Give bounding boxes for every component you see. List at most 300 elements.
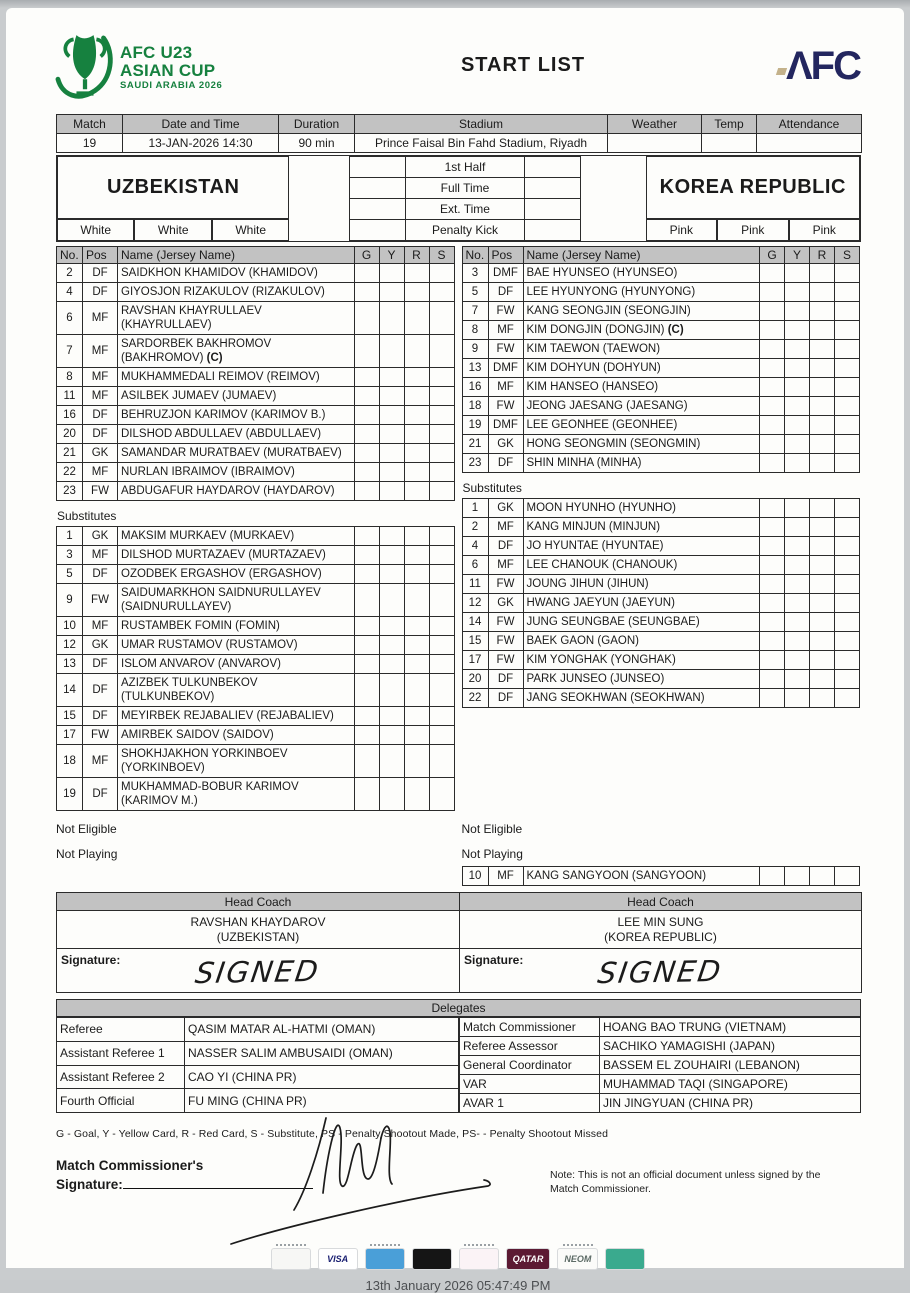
player-position: DMF: [488, 264, 523, 283]
substitute-cell: [429, 655, 454, 674]
red-card-cell: [810, 302, 835, 321]
red-card-cell: [404, 546, 429, 565]
match-temp: [702, 134, 757, 153]
red-card-cell: [810, 321, 835, 340]
yellow-card-cell: [379, 745, 404, 778]
player-position: DF: [488, 689, 523, 708]
player-name: KIM YONGHAK (YONGHAK): [523, 651, 760, 670]
player-row: [462, 283, 860, 302]
player-name: UMAR RUSTAMOV (RUSTAMOV): [118, 636, 355, 655]
player-row: [57, 778, 455, 811]
yellow-card-cell: [379, 636, 404, 655]
player-name: SAIDUMARKHON SAIDNURULLAYEV (SAIDNURULLAYEV): [118, 584, 355, 617]
substitute-cell: [429, 482, 454, 501]
substitute-cell: [835, 689, 860, 708]
print-timestamp: 13th January 2026 05:47:49 PM: [365, 1278, 551, 1293]
goal-cell: [760, 416, 785, 435]
player-number: 14: [462, 613, 488, 632]
home-coach-country: (UZBEKISTAN): [216, 929, 300, 944]
player-row: [462, 632, 860, 651]
away-signature-cell: [460, 949, 862, 993]
sponsor: [271, 1242, 311, 1270]
home-score-box: [350, 157, 406, 178]
substitute-cell: [835, 359, 860, 378]
home-coach-name: RAVSHAN KHAYDAROV: [190, 914, 326, 929]
player-row: [462, 378, 860, 397]
goal-cell: [760, 264, 785, 283]
head-coach-header: Head Coach: [57, 893, 460, 911]
delegate-row: [460, 1018, 861, 1037]
delegate-role: AVAR 1: [460, 1094, 600, 1113]
delegate-row: [460, 1037, 861, 1056]
delegate-role: Match Commissioner: [460, 1018, 600, 1037]
player-number: 1: [57, 527, 83, 546]
goal-cell: [760, 499, 785, 518]
score-period-label: Full Time: [406, 178, 524, 199]
red-card-cell: [810, 435, 835, 454]
player-number: 20: [57, 425, 83, 444]
red-card-cell: [810, 499, 835, 518]
player-position: MF: [83, 745, 118, 778]
player-row: [462, 556, 860, 575]
substitute-cell: [835, 397, 860, 416]
sponsor-logo: [365, 1248, 405, 1270]
player-position: DF: [83, 778, 118, 811]
player-row: [462, 670, 860, 689]
player-name: KIM TAEWON (TAEWON): [523, 340, 760, 359]
player-name: KIM DONGJIN (DONGJIN) (C): [523, 321, 760, 340]
delegate-name: HOANG BAO TRUNG (VIETNAM): [600, 1018, 861, 1037]
away-coach-country: (KOREA REPUBLIC): [604, 929, 717, 944]
player-number: 22: [462, 689, 488, 708]
commissioner-label-line1: Match Commissioner's: [56, 1158, 204, 1173]
name-header: Name (Jersey Name): [118, 247, 355, 264]
player-number: 17: [57, 726, 83, 745]
player-row: [57, 425, 455, 444]
goal-cell: [354, 527, 379, 546]
yellow-card-cell: [379, 617, 404, 636]
goal-cell: [354, 283, 379, 302]
player-row: [57, 482, 455, 501]
player-name: KANG SEONGJIN (SEONGJIN): [523, 302, 760, 321]
yellow-card-cell: [785, 575, 810, 594]
red-card-cell: [404, 368, 429, 387]
player-number: 2: [57, 264, 83, 283]
player-position: MF: [83, 463, 118, 482]
delegate-role: Referee Assessor: [460, 1037, 600, 1056]
red-header: R: [404, 247, 429, 264]
weather-header: Weather: [608, 115, 702, 134]
match-duration: 90 min: [279, 134, 355, 153]
away-score-box: [524, 157, 580, 178]
player-position: DF: [83, 425, 118, 444]
stadium-header: Stadium: [355, 115, 608, 134]
player-row: [462, 359, 860, 378]
match-stadium: Prince Faisal Bin Fahd Stadium, Riyadh: [355, 134, 608, 153]
player-number: 6: [462, 556, 488, 575]
player-position: FW: [488, 340, 523, 359]
substitute-cell: [429, 565, 454, 584]
match-weather: [608, 134, 702, 153]
substitute-cell: [835, 283, 860, 302]
delegate-name: FU MING (CHINA PR): [185, 1089, 459, 1113]
player-number: 4: [462, 537, 488, 556]
goal-cell: [354, 778, 379, 811]
player-name: BAE HYUNSEO (HYUNSEO): [523, 264, 760, 283]
red-card-cell: [404, 655, 429, 674]
player-row: [57, 387, 455, 406]
red-card-cell: [810, 651, 835, 670]
player-position: MF: [488, 378, 523, 397]
goal-cell: [760, 359, 785, 378]
home-team-column: [57, 156, 289, 241]
substitute-cell: [835, 416, 860, 435]
goal-cell: [354, 406, 379, 425]
sub-header: S: [429, 247, 454, 264]
red-card-cell: [810, 556, 835, 575]
away-team-column: [646, 156, 860, 241]
player-row: [462, 594, 860, 613]
player-position: FW: [83, 584, 118, 617]
red-card-cell: [810, 670, 835, 689]
player-number: 2: [462, 518, 488, 537]
player-number: 5: [462, 283, 488, 302]
player-row: [57, 406, 455, 425]
yellow-card-cell: [785, 518, 810, 537]
substitute-cell: [835, 435, 860, 454]
red-card-cell: [404, 482, 429, 501]
goal-cell: [354, 335, 379, 368]
goal-cell: [354, 546, 379, 565]
page-title: START LIST: [460, 54, 586, 76]
yellow-card-cell: [379, 565, 404, 584]
yellow-card-cell: [379, 726, 404, 745]
player-name: JUNG SEUNGBAE (SEUNGBAE): [523, 613, 760, 632]
player-name: RUSTAMBEK FOMIN (FOMIN): [118, 617, 355, 636]
roster-header-row: [462, 247, 860, 264]
player-number: 9: [462, 340, 488, 359]
player-position: MF: [488, 867, 523, 886]
delegates-title: Delegates: [57, 1000, 861, 1017]
goal-cell: [760, 594, 785, 613]
match-datetime: 13-JAN-2026 14:30: [123, 134, 279, 153]
yellow-card-cell: [785, 499, 810, 518]
sponsor-logo: NEOM: [557, 1248, 598, 1270]
red-card-cell: [404, 584, 429, 617]
player-number: 23: [57, 482, 83, 501]
player-number: 8: [462, 321, 488, 340]
goal-cell: [760, 632, 785, 651]
player-position: MF: [488, 518, 523, 537]
red-card-cell: [810, 416, 835, 435]
commissioner-signature-section: [56, 1156, 860, 1196]
yellow-card-cell: [379, 335, 404, 368]
spacer: [289, 156, 349, 241]
delegate-name: QASIM MATAR AL-HATMI (OMAN): [185, 1018, 459, 1042]
sponsor-caption: [464, 1242, 494, 1246]
player-name: OZODBEK ERGASHOV (ERGASHOV): [118, 565, 355, 584]
player-name: RAVSHAN KHAYRULLAEV (KHAYRULLAEV): [118, 302, 355, 335]
datetime-header: Date and Time: [123, 115, 279, 134]
red-card-cell: [810, 537, 835, 556]
match-info-header-row: [57, 115, 862, 134]
substitute-cell: [429, 527, 454, 546]
red-card-cell: [810, 689, 835, 708]
player-position: FW: [488, 651, 523, 670]
player-row: [57, 264, 455, 283]
substitute-cell: [835, 632, 860, 651]
player-name: JEONG JAESANG (JAESANG): [523, 397, 760, 416]
delegate-row: [57, 1065, 459, 1089]
player-row: [57, 745, 455, 778]
home-starters-table: [56, 246, 455, 501]
yellow-card-cell: [785, 651, 810, 670]
player-number: 11: [57, 387, 83, 406]
delegate-row: [57, 1018, 459, 1042]
goal-cell: [760, 378, 785, 397]
coach-name-row: [57, 911, 862, 949]
yellow-card-cell: [379, 482, 404, 501]
player-position: MF: [83, 335, 118, 368]
player-row: [462, 613, 860, 632]
player-name: JANG SEOKHWAN (SEOKHWAN): [523, 689, 760, 708]
score-row: [350, 178, 580, 199]
substitutes-label: Substitutes: [462, 481, 522, 495]
home-kit-colors: [57, 219, 289, 241]
delegates-right-table: [459, 1017, 861, 1113]
yellow-card-cell: [379, 463, 404, 482]
substitute-cell: [835, 651, 860, 670]
player-name: BEHRUZJON KARIMOV (KARIMOV B.): [118, 406, 355, 425]
player-row: [462, 302, 860, 321]
sponsor-caption: [610, 1242, 640, 1246]
substitute-cell: [429, 617, 454, 636]
delegate-name: BASSEM EL ZOUHAIRI (LEBANON): [600, 1056, 861, 1075]
away-score-box: [524, 220, 580, 241]
player-number: 4: [57, 283, 83, 302]
red-card-cell: [404, 444, 429, 463]
player-name: LEE GEONHEE (GEONHEE): [523, 416, 760, 435]
player-position: MF: [83, 546, 118, 565]
player-row: [57, 368, 455, 387]
player-position: DF: [488, 283, 523, 302]
red-card-cell: [404, 707, 429, 726]
goal-cell: [760, 613, 785, 632]
player-name: ABDUGAFUR HAYDAROV (HAYDAROV): [118, 482, 355, 501]
player-name: MOON HYUNHO (HYUNHO): [523, 499, 760, 518]
sponsor-caption: [370, 1242, 400, 1246]
player-name: HONG SEONGMIN (SEONGMIN): [523, 435, 760, 454]
yellow-card-cell: [785, 594, 810, 613]
yellow-card-cell: [785, 340, 810, 359]
player-name: MUKHAMMAD-BOBUR KARIMOV (KARIMOV M.): [118, 778, 355, 811]
substitute-cell: [429, 335, 454, 368]
player-row: [57, 546, 455, 565]
player-name: HWANG JAEYUN (JAEYUN): [523, 594, 760, 613]
substitute-cell: [835, 670, 860, 689]
match-info-table: [56, 114, 862, 153]
substitute-cell: [429, 264, 454, 283]
player-name: AZIZBEK TULKUNBEKOV (TULKUNBEKOV): [118, 674, 355, 707]
sponsor-logo: [271, 1248, 311, 1270]
player-number: 22: [57, 463, 83, 482]
sponsor-logo: QATAR: [506, 1248, 551, 1270]
home-score-box: [350, 199, 406, 220]
yellow-card-cell: [785, 556, 810, 575]
player-number: 7: [57, 335, 83, 368]
player-name: KIM DOHYUN (DOHYUN): [523, 359, 760, 378]
substitute-cell: [429, 726, 454, 745]
goal-cell: [760, 321, 785, 340]
substitute-cell: [835, 499, 860, 518]
away-status-column: [462, 811, 861, 886]
sponsor-caption: [513, 1242, 543, 1246]
player-number: 9: [57, 584, 83, 617]
match-info-value-row: [57, 134, 862, 153]
player-number: 10: [462, 867, 488, 886]
away-coach: [460, 911, 862, 949]
red-card-cell: [404, 674, 429, 707]
red-card-cell: [810, 454, 835, 473]
goal-cell: [760, 518, 785, 537]
player-name: JO HYUNTAE (HYUNTAE): [523, 537, 760, 556]
player-name: KIM HANSEO (HANSEO): [523, 378, 760, 397]
yellow-card-cell: [379, 368, 404, 387]
head-coach-header: Head Coach: [460, 893, 862, 911]
goal-cell: [354, 387, 379, 406]
player-position: MF: [488, 556, 523, 575]
player-name: DILSHOD MURTAZAEV (MURTAZAEV): [118, 546, 355, 565]
delegate-name: CAO YI (CHINA PR): [185, 1065, 459, 1089]
red-card-cell: [404, 335, 429, 368]
player-row: [57, 463, 455, 482]
player-number: 15: [462, 632, 488, 651]
red-card-cell: [810, 613, 835, 632]
player-position: DMF: [488, 416, 523, 435]
player-row: [462, 651, 860, 670]
player-name: NURLAN IBRAIMOV (IBRAIMOV): [118, 463, 355, 482]
red-card-cell: [404, 302, 429, 335]
substitute-cell: [429, 387, 454, 406]
yellow-card-cell: [379, 778, 404, 811]
red-card-cell: [404, 463, 429, 482]
substitutes-label: Substitutes: [57, 509, 117, 523]
home-roster-column: [56, 246, 455, 811]
red-card-cell: [810, 594, 835, 613]
player-row: [462, 537, 860, 556]
delegate-name: MUHAMMAD TAQI (SINGAPORE): [600, 1075, 861, 1094]
substitute-cell: [835, 613, 860, 632]
goal-cell: [354, 726, 379, 745]
player-number: 15: [57, 707, 83, 726]
red-card-cell: [404, 617, 429, 636]
player-name: MAKSIM MURKAEV (MURKAEV): [118, 527, 355, 546]
player-name: SAMANDAR MURATBAEV (MURATBAEV): [118, 444, 355, 463]
yellow-card-cell: [785, 537, 810, 556]
substitute-cell: [835, 537, 860, 556]
home-coach: [57, 911, 460, 949]
match-attendance: [757, 134, 862, 153]
red-card-cell: [810, 378, 835, 397]
player-name: ISLOM ANVAROV (ANVAROV): [118, 655, 355, 674]
sponsor-logo: [412, 1248, 452, 1270]
away-starters-table: [462, 246, 861, 473]
red-card-cell: [404, 527, 429, 546]
score-row: [350, 157, 580, 178]
score-period-label: Ext. Time: [406, 199, 524, 220]
delegate-row: [57, 1089, 459, 1113]
yellow-card-cell: [785, 283, 810, 302]
pos-header: Pos: [83, 247, 118, 264]
yellow-card-cell: [785, 613, 810, 632]
yellow-card-cell: [379, 584, 404, 617]
player-number: 13: [462, 359, 488, 378]
player-position: DF: [83, 264, 118, 283]
player-position: GK: [488, 435, 523, 454]
delegate-name: JIN JINGYUAN (CHINA PR): [600, 1094, 861, 1113]
goal-cell: [760, 689, 785, 708]
delegate-role: General Coordinator: [460, 1056, 600, 1075]
goal-cell: [354, 674, 379, 707]
red-card-cell: [810, 575, 835, 594]
player-row: [57, 565, 455, 584]
commissioner-label-line2: Signature:: [56, 1175, 386, 1194]
player-position: FW: [83, 482, 118, 501]
player-position: MF: [83, 302, 118, 335]
goal-cell: [354, 368, 379, 387]
away-score-box: [524, 178, 580, 199]
goal-cell: [760, 454, 785, 473]
yellow-card-cell: [785, 302, 810, 321]
goal-cell: [354, 444, 379, 463]
red-card-cell: [404, 565, 429, 584]
player-position: FW: [488, 302, 523, 321]
substitute-cell: [429, 707, 454, 726]
delegate-role: VAR: [460, 1075, 600, 1094]
goal-cell: [354, 302, 379, 335]
player-position: DF: [83, 707, 118, 726]
substitute-cell: [835, 340, 860, 359]
player-row: [57, 444, 455, 463]
delegate-row: [460, 1094, 861, 1113]
yellow-card-cell: [379, 674, 404, 707]
yellow-card-cell: [379, 264, 404, 283]
goal-cell: [354, 425, 379, 444]
player-number: 16: [462, 378, 488, 397]
player-name: SHOKHJAKHON YORKINBOEV (YORKINBOEV): [118, 745, 355, 778]
red-card-cell: [404, 636, 429, 655]
away-coach-name: LEE MIN SUNG: [617, 914, 704, 929]
yellow-card-cell: [785, 867, 810, 886]
sponsor-caption: [276, 1242, 306, 1246]
player-row: [462, 435, 860, 454]
substitute-cell: [429, 546, 454, 565]
player-position: GK: [83, 636, 118, 655]
trophy-icon: [56, 28, 114, 107]
substitute-cell: [835, 302, 860, 321]
tournament-line1: AFC U23: [120, 43, 193, 63]
player-row: [462, 397, 860, 416]
yellow-card-cell: [379, 655, 404, 674]
yellow-card-cell: [379, 406, 404, 425]
sub-header: S: [835, 247, 860, 264]
goal-cell: [760, 556, 785, 575]
home-socks-color: White: [212, 219, 289, 241]
player-number: 11: [462, 575, 488, 594]
player-position: GK: [83, 527, 118, 546]
afc-logo: [740, 28, 860, 89]
team-score-section: [56, 155, 861, 242]
